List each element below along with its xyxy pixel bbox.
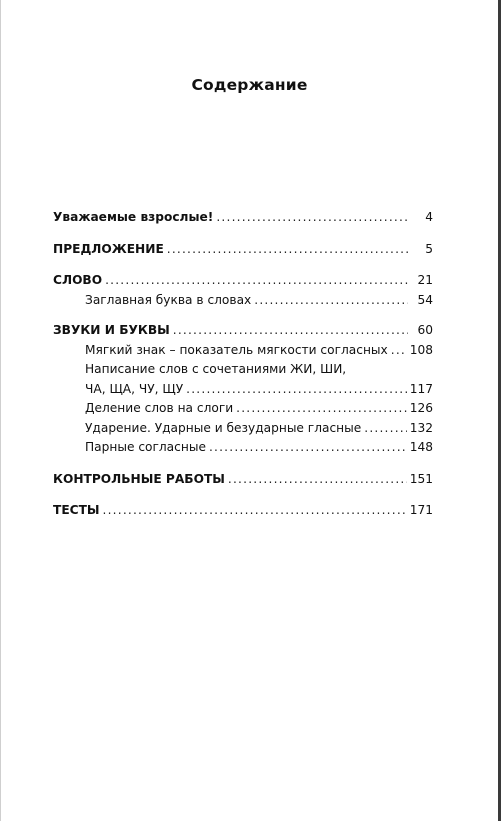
toc-entry-page: 54 [417,292,433,307]
toc-entry[interactable] [53,208,433,228]
toc-entry-label: ЗВУКИ И БУКВЫ [53,323,170,337]
toc-entry-page: 148 [409,440,433,454]
dot-leader [216,208,408,228]
toc-subentry[interactable] [53,419,433,439]
toc-entry-label: ПРЕДЛОЖЕНИЕ [53,241,164,256]
page-title: Содержание [191,76,308,94]
toc-entry-page: 151 [409,471,433,486]
toc-subentry[interactable] [53,399,433,419]
toc-entry-page: 108 [409,342,433,357]
toc-subentry-line [53,360,433,380]
toc-entry-label: Мягкий знак – показатель мягкости согласных [85,342,388,357]
toc-entry-page: 21 [417,273,433,287]
toc-entry-page: 60 [417,323,433,337]
toc-entry-label: Уважаемые взрослые! [53,210,214,224]
toc-entry-label: Заглавная буква в словах [85,292,252,307]
toc-entry-label: Парные согласные [85,440,206,454]
toc-entry-page: 132 [409,420,433,435]
dot-leader [173,321,408,341]
dot-leader [228,470,407,490]
toc-entry-label: Деление слов на слоги [85,401,234,415]
toc-entry[interactable] [53,271,433,291]
toc-subentry[interactable] [53,341,433,361]
toc-entry[interactable] [53,321,433,341]
toc-subentry[interactable] [53,380,433,400]
dot-leader [254,291,408,311]
toc-entry-page: 126 [409,401,433,415]
dot-leader [391,341,407,361]
toc-subentry[interactable] [53,438,433,458]
toc-entry-page: 171 [409,503,433,517]
dot-leader [236,399,407,419]
dot-leader [105,271,408,291]
toc-entry-page: 4 [425,210,433,224]
dot-leader [209,438,407,458]
toc-entry-label: Написание слов с сочетаниями ЖИ, ШИ, [85,362,347,376]
dot-leader [167,240,408,260]
toc-entry-label: ТЕСТЫ [53,503,100,517]
toc-entry-label: Ударение. Ударные и безударные гласные [85,420,362,435]
dot-leader [186,380,407,400]
toc-subentry[interactable] [53,291,433,311]
toc-entry[interactable] [53,240,433,260]
toc-entry-page: 5 [425,241,433,256]
toc-entry[interactable] [53,470,433,490]
toc-entry-label: ЧА, ЩА, ЧУ, ЩУ [85,381,184,396]
toc-entry-label: КОНТРОЛЬНЫЕ РАБОТЫ [53,471,225,486]
toc-entry-label: СЛОВО [53,273,103,287]
toc-entry-page: 117 [409,381,433,396]
toc-entry[interactable] [53,501,433,521]
dot-leader [364,419,406,439]
table-of-contents [53,208,433,521]
dot-leader [103,501,407,521]
